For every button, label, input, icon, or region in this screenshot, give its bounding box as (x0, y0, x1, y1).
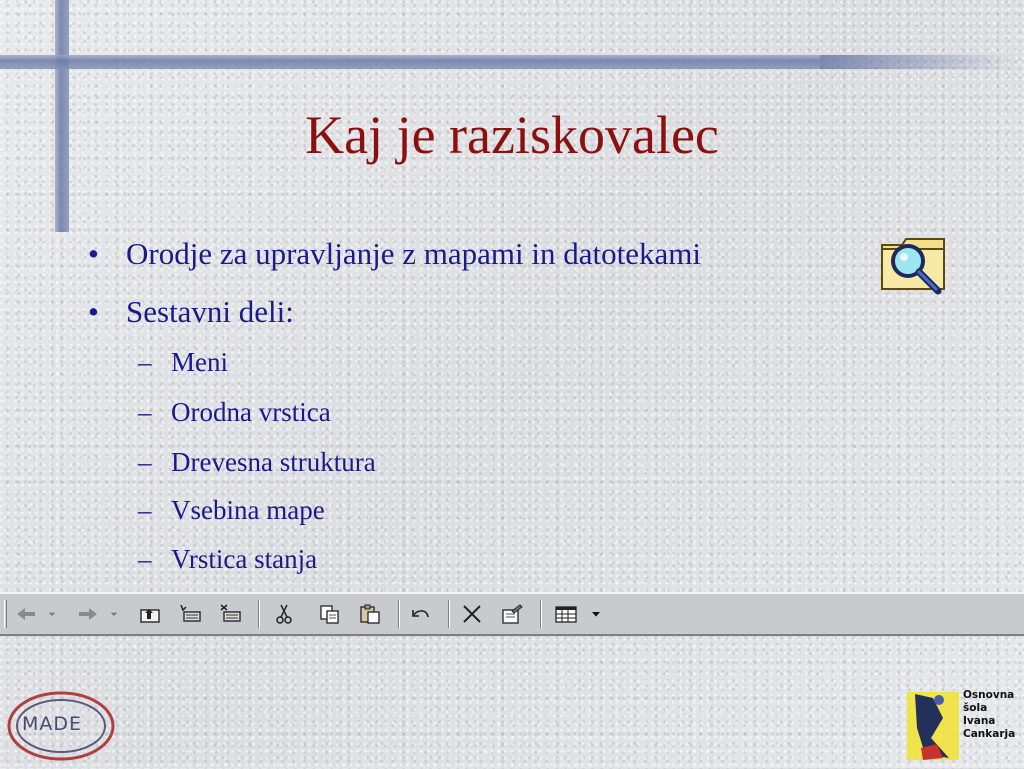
bullet-item (88, 292, 294, 332)
sub-bullet-symbol: – (138, 447, 152, 477)
sub-bullet-item (138, 345, 228, 379)
views-dropdown-icon[interactable] (588, 600, 604, 628)
sub-bullet-item (138, 445, 376, 479)
sub-bullet-item (138, 493, 325, 527)
bullet-symbol: • (88, 236, 99, 271)
up-folder-icon[interactable] (136, 600, 164, 628)
sub-bullet-item (138, 395, 331, 429)
sub-bullet-symbol: – (138, 495, 152, 525)
back-dropdown-icon[interactable] (44, 600, 60, 628)
views-icon[interactable] (552, 600, 580, 628)
sub-bullet-symbol: – (138, 397, 152, 427)
toolbar-separator (448, 600, 450, 628)
sub-bullet-text: Vsebina mape (171, 495, 325, 525)
toolbar-separator (258, 600, 260, 628)
copy-icon[interactable] (316, 600, 344, 628)
school-logo-line: Ivana (963, 715, 996, 727)
map-drive-icon[interactable] (176, 600, 204, 628)
made-logo-text: MADE (22, 713, 83, 735)
school-logo-line: šola (963, 702, 988, 714)
undo-icon[interactable] (406, 600, 434, 628)
explorer-toolbar (0, 592, 1024, 636)
decorative-horizontal-line (0, 55, 820, 69)
toolbar-separator (398, 600, 400, 628)
sub-bullet-text: Orodna vrstica (171, 397, 331, 427)
disconnect-drive-icon[interactable] (216, 600, 244, 628)
bullet-symbol: • (88, 294, 99, 329)
toolbar-grip[interactable] (4, 600, 7, 628)
forward-dropdown-icon[interactable] (106, 600, 122, 628)
back-icon[interactable] (12, 600, 40, 628)
forward-icon[interactable] (74, 600, 102, 628)
sub-bullet-symbol: – (138, 347, 152, 377)
sub-bullet-text: Drevesna struktura (171, 447, 376, 477)
properties-icon[interactable] (498, 600, 526, 628)
toolbar-separator (540, 600, 542, 628)
sub-bullet-text: Meni (171, 347, 228, 377)
paste-icon[interactable] (356, 600, 384, 628)
delete-icon[interactable] (458, 600, 486, 628)
sub-bullet-item (138, 542, 317, 576)
bullet-text: Sestavni deli: (126, 294, 294, 329)
explorer-folder-search-icon (878, 231, 950, 297)
cut-icon[interactable] (270, 600, 298, 628)
school-logo-text (963, 689, 1015, 741)
school-logo-line: Cankarja (963, 728, 1016, 740)
decorative-horizontal-line-fade (820, 55, 1020, 69)
slide-title: Kaj je raziskovalec (305, 105, 719, 165)
sub-bullet-symbol: – (138, 544, 152, 574)
bullet-item (88, 234, 701, 274)
school-logo-line: Osnovna (963, 689, 1015, 701)
bullet-text: Orodje za upravljanje z mapami in datotekami (126, 236, 701, 271)
sub-bullet-text: Vrstica stanja (171, 544, 318, 574)
